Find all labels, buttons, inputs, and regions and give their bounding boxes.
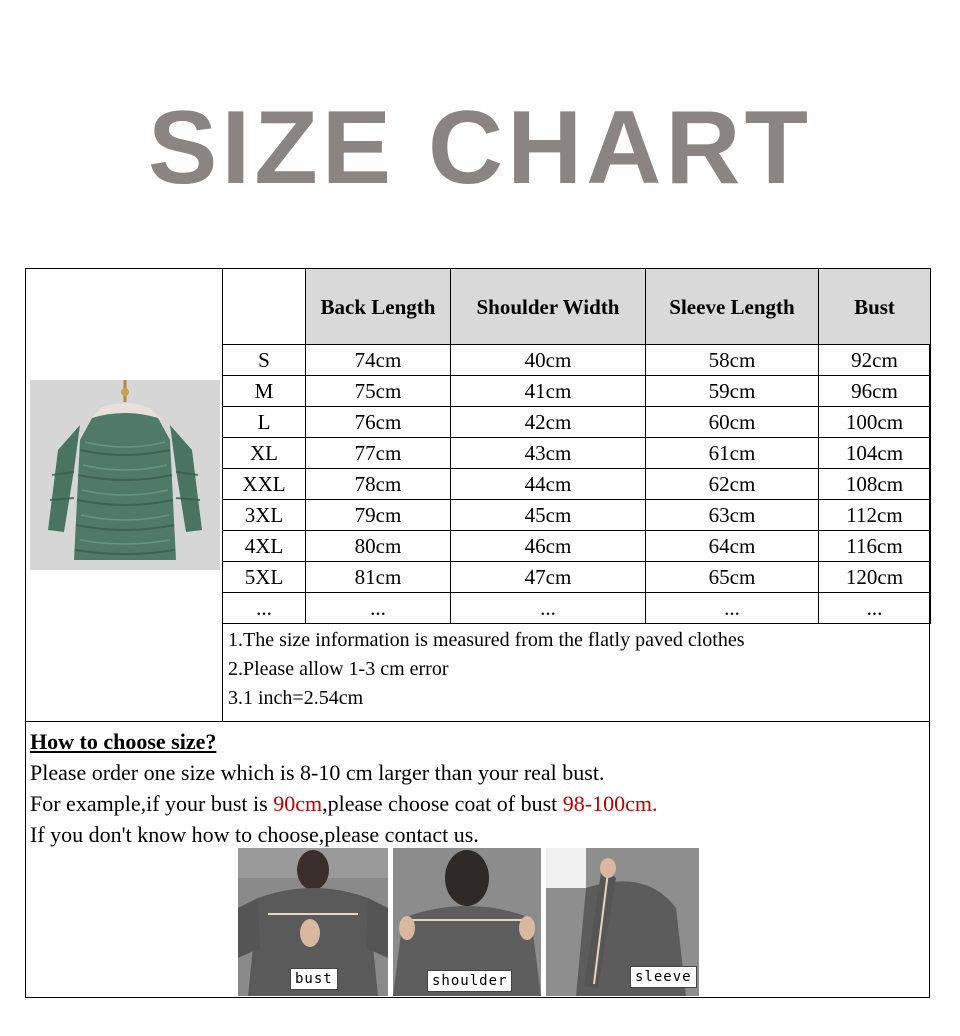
header-shoulder-width: Shoulder Width	[451, 269, 646, 345]
table-row	[223, 438, 931, 469]
guide-divider	[25, 721, 930, 722]
bust-cell: 100cm	[819, 407, 931, 438]
back-length-cell: 80cm	[306, 531, 451, 562]
sleeve-length-cell: 63cm	[646, 500, 819, 531]
bust-cell: 120cm	[819, 562, 931, 593]
table-row	[223, 562, 931, 593]
note-error: 2.Please allow 1-3 cm error	[228, 658, 449, 680]
size-label: 5XL	[223, 562, 306, 593]
bust-cell: 92cm	[819, 345, 931, 376]
sleeve-length-cell: 58cm	[646, 345, 819, 376]
back-length-cell: 76cm	[306, 407, 451, 438]
bust-cell: 116cm	[819, 531, 931, 562]
table-row	[223, 593, 931, 624]
shoulder-width-cell: 44cm	[451, 469, 646, 500]
size-notes	[228, 626, 745, 713]
size-label: XXL	[223, 469, 306, 500]
shoulder-width-cell: 42cm	[451, 407, 646, 438]
sleeve-length-cell: 60cm	[646, 407, 819, 438]
sleeve-photo	[546, 848, 699, 996]
shoulder-width-cell: 47cm	[451, 562, 646, 593]
size-label: XL	[223, 438, 306, 469]
guide-line-1: Please order one size which is 8-10 cm larger than your real bust.	[30, 760, 605, 785]
header-back-length: Back Length	[306, 269, 451, 345]
size-table	[222, 268, 931, 624]
size-guide	[30, 726, 658, 850]
header-blank	[223, 269, 306, 345]
back-length-cell: 77cm	[306, 438, 451, 469]
sleeve-length-cell: 61cm	[646, 438, 819, 469]
shoulder-width-cell: ...	[451, 593, 646, 624]
shoulder-width-cell: 46cm	[451, 531, 646, 562]
back-length-cell: 78cm	[306, 469, 451, 500]
shoulder-width-cell: 43cm	[451, 438, 646, 469]
back-length-cell: 75cm	[306, 376, 451, 407]
size-label: 3XL	[223, 500, 306, 531]
table-row	[223, 469, 931, 500]
guide-line-2: For example,if your bust is 90cm,please choose coat of bust 98-100cm.	[30, 791, 658, 816]
fur-coat-icon	[30, 380, 220, 570]
sleeve-length-cell: 65cm	[646, 562, 819, 593]
shoulder-width-cell: 41cm	[451, 376, 646, 407]
header-bust: Bust	[819, 269, 931, 345]
size-label: S	[223, 345, 306, 376]
shoulder-label: shoulder	[427, 970, 512, 992]
bust-example: 90cm	[273, 791, 323, 816]
bust-cell: 108cm	[819, 469, 931, 500]
sleeve-length-cell: 64cm	[646, 531, 819, 562]
bust-cell: 96cm	[819, 376, 931, 407]
coat-image	[30, 380, 220, 570]
page-title: SIZE CHART	[148, 90, 812, 206]
back-length-cell: 74cm	[306, 345, 451, 376]
sleeve-length-cell: 62cm	[646, 469, 819, 500]
coat-bust-example: 98-100cm.	[562, 791, 658, 816]
size-label: ...	[223, 593, 306, 624]
note-conversion: 3.1 inch=2.54cm	[228, 687, 364, 709]
back-length-cell: 79cm	[306, 500, 451, 531]
note-measure: 1.The size information is measured from the flatly paved clothes	[228, 629, 745, 651]
bust-label: bust	[290, 968, 338, 990]
table-row	[223, 345, 931, 376]
sleeve-length-cell: ...	[646, 593, 819, 624]
bust-cell: 112cm	[819, 500, 931, 531]
shoulder-width-cell: 40cm	[451, 345, 646, 376]
bust-cell: ...	[819, 593, 931, 624]
size-label: L	[223, 407, 306, 438]
table-row	[223, 531, 931, 562]
size-label: M	[223, 376, 306, 407]
table-row	[223, 407, 931, 438]
table-row	[223, 500, 931, 531]
size-label: 4XL	[223, 531, 306, 562]
sleeve-length-cell: 59cm	[646, 376, 819, 407]
guide-heading: How to choose size?	[30, 729, 217, 754]
header-sleeve-length: Sleeve Length	[646, 269, 819, 345]
shoulder-photo	[393, 848, 541, 996]
back-length-cell: 81cm	[306, 562, 451, 593]
guide-line-3: If you don't know how to choose,please contact us.	[30, 822, 479, 847]
shoulder-width-cell: 45cm	[451, 500, 646, 531]
table-row	[223, 376, 931, 407]
sleeve-label: sleeve	[630, 966, 697, 988]
back-length-cell: ...	[306, 593, 451, 624]
bust-cell: 104cm	[819, 438, 931, 469]
bust-photo	[238, 848, 388, 996]
